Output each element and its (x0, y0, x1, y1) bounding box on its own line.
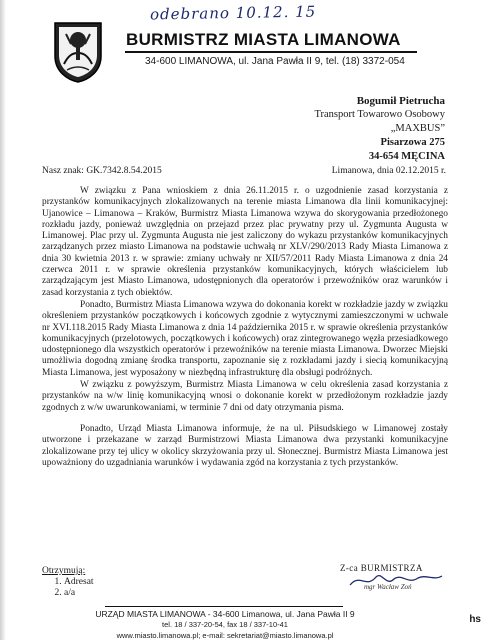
letter-date: Limanowa, dnia 02.12.2015 r. (331, 166, 446, 176)
footer-phone-fax: tel. 18 / 337-20-54, fax 18 / 337-10-41 (162, 620, 288, 629)
distribution-title: Otrzymują: (42, 566, 86, 576)
signature-block (340, 563, 450, 593)
corner-initials: hs (469, 614, 481, 625)
footer-office-address: URZĄD MIASTA LIMANOWA - 34-600 Limanowa, ul. Jana Pawła II 9 (95, 609, 355, 619)
footer-divider (105, 606, 343, 607)
footer-web-email: www.miasto.limanowa.pl; e-mail: sekretariat@miasto.limanowa.pl (116, 631, 334, 640)
issuer-address: 34-600 LIMANOWA, ul. Jana Pawła II 9, tel. (18) 3372-054 (145, 56, 405, 67)
body-paragraph-4: Ponadto, Urząd Miasta Limanowa informuje, że na ul. Piłsudskiego w Limanowej zostały utworzone i przekazane w zarząd Burmistrzowi Miasta Limanowa dwa przystanki komunikacyjne zlokalizowane przy tej ulicy w okolicy skrzyżowania przy ul. Słonecznej. Burmistrz Miasta Limanowa jest upoważniony do uzgadniania warunków i wydawania zgód na korzystania z tych przystanków. (42, 423, 448, 468)
signatory-name: mgr Wacław Zoń (364, 583, 412, 591)
distribution-item: 2. a/a (64, 588, 94, 599)
header-divider (125, 51, 417, 53)
signature-title: Z-ca BURMISTRZA (340, 563, 423, 573)
city-crest-logo (52, 20, 104, 84)
recipient-company-line2: „MAXBUS” (390, 123, 445, 134)
issuer-title: BURMISTRZ MIASTA LIMANOWA (126, 30, 401, 49)
letter-body (42, 186, 448, 469)
body-paragraph-2: Ponadto, Burmistrz Miasta Limanowa wzywa do dokonania korekt w rozkładzie jazdy w związku określeniem przystanków początkowych i końcowych zgodnie z wytycznymi zamieszczonymi w uchwale nr XVI.118.2015 Rady Miasta Limanowa z dnia 14 października 2015 r. w sprawie określenia przystanków komunikacyjnych (przelotowych, początkowych i końcowych) oraz zintegrowanego węzła przesiadkowego udostępnionego dla wszystkich operatorów i przewoźników na terenie miasta Limanowa. Dworzec Miejski umożliwia dogodną zmianę środka transportu, zapoznanie się z rozkładami jazdy i siecią komunikacyjną Miasta Limanowa, jest wyposażony w niezbędną infrastrukturę dla obsługi podróżnych. (42, 299, 448, 378)
received-date-handwritten-note: odebrano 10.12. 15 (149, 2, 317, 24)
recipient-name: Bogumił Pietrucha (356, 95, 445, 107)
distribution-item: 1. Adresat (64, 577, 94, 588)
recipient-block (245, 94, 445, 164)
body-paragraph-1: W związku z Pana wnioskiem z dnia 26.11.2015 r. o uzgodnienie zasad korzystania z przystanków komunikacyjnych zlokalizowanych na terenie miasta Limanowa dla linii komunikacyjnej: Ujanowice – Limanowa – Kraków, Burmistrz Miasta Limanowa wzywa do skorygowania przedłożonego rozkładu jazdy, ponieważ uwzględnia on przejazd przez plac prywatny przy ul. Zygmunta Augusta w Limanowej. Plac przy ul. Zygmunta Augusta nie jest zaliczony do wykazu przystanków komunikacyjnych zarządzanych przez miasto Limanowa na podstawie uchwałą nr XLV/290/2013 Rady Miasta Limanowa z dnia 30 kwietnia 2013 r. w sprawie: zmiany uchwały nr XII/57/2011 Rady Miasta Limanowa z dnia 24 czerwca 2011 r. w sprawie określenia przystanków komunikacyjnych, których właścicielem lub zarządzającym jest Miasto Limanowa, udostępnionych dla operatorów i przewoźników oraz warunków i zasad korzystania z tych obiektów. (42, 186, 448, 298)
recipient-street: Pisarzowa 275 (380, 137, 445, 148)
recipient-company-line1: Transport Towarowo Osobowy (314, 109, 445, 120)
reference-number: Nasz znak: GK.7342.8.54.2015 (42, 166, 162, 176)
distribution-list (42, 566, 94, 599)
recipient-city: 34-654 MĘCINA (368, 151, 445, 162)
scan-edge-shadow (0, 0, 6, 640)
body-paragraph-3: W związku z powyższym, Burmistrz Miasta Limanowa w celu określenia zasad korzystania z przystanków na w/w linię komunikacyjną wnosi o dokonanie korekt w przedłożonym rozkładzie jazdy zgodnych z w/w uwarunkowaniami, w terminie 7 dni od daty otrzymania pisma. (42, 380, 448, 413)
